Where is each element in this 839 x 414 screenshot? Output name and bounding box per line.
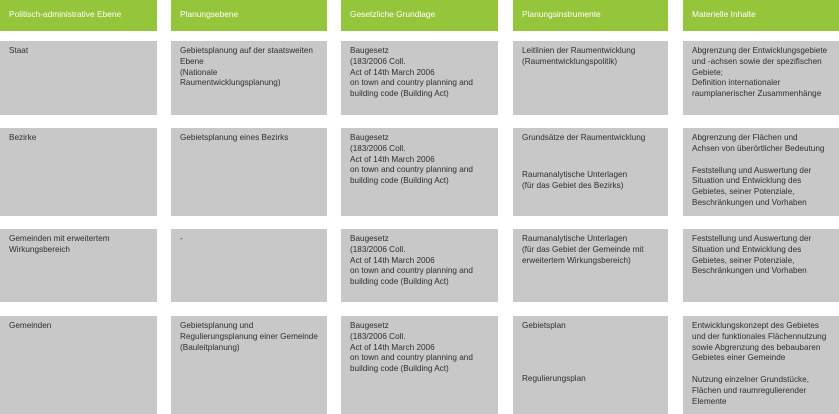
header-planungsebene: Planungsebene <box>171 0 327 31</box>
header-instrumente: Planungsinstrumente <box>513 0 668 31</box>
instrument-leitlinien: Leitlinien der Raumentwicklung (Raumentwicklungspolitik) <box>522 46 636 66</box>
row-gemeinden-erweitert-ebene: Gemeinden mit erweitertem Wirkungsbereich <box>0 229 157 302</box>
row-bezirke-planungsebene: Gebietsplanung eines Bezirks <box>171 128 327 216</box>
row-gemeinden-erweitert-instrumente <box>513 229 668 302</box>
inhalt-abgrenzung-entwicklungsgebiete: Abgrenzung der Entwicklungsgebiete und -achsen sowie der spezifischen Gebiete; Definition internationaler raumplanerischer Zusammenhänge <box>692 46 828 99</box>
row-staat-instrumente <box>513 41 668 115</box>
row-gemeinden-inhalte <box>683 316 839 414</box>
row-bezirke-instrumente <box>513 128 668 216</box>
instrument-gebietsplan: Gebietsplan <box>522 321 566 330</box>
instrument-raumanalytische-unterlagen: Raumanalytische Unterlagen (für das Gebiet der Gemeinde mit erweitertem Wirkungsbereich) <box>522 234 644 265</box>
row-staat-planungsebene: Gebietsplanung auf der staatsweiten Ebene (Nationale Raumentwicklungsplanung) <box>171 41 327 115</box>
header-inhalte: Materielle Inhalte <box>683 0 839 31</box>
row-gemeinden-planungsebene: Gebietsplanung und Regulierungsplanung einer Gemeinde (Bauleitplanung) <box>171 316 327 414</box>
row-gemeinden-erweitert-inhalte <box>683 229 839 302</box>
row-gemeinden-grundlage: Baugesetz (183/2006 Coll. Act of 14th March 2006 on town and country planning and building code (Building Act) <box>341 316 498 414</box>
instrument-grundsaetze: Grundsätze der Raumentwicklung <box>522 133 646 142</box>
row-staat-inhalte <box>683 41 839 115</box>
inhalt-feststellung: Feststellung und Auswertung der Situation und Entwicklung des Gebietes, seiner Potenziale, Beschränkungen und Vorhaben <box>692 234 812 276</box>
row-staat-grundlage: Baugesetz (183/2006 Coll. Act of 14th March 2006 on town and country planning and building code (Building Act) <box>341 41 498 115</box>
row-gemeinden-erweitert-planungsebene: - <box>171 229 327 302</box>
inhalt-entwicklungskonzept: Entwicklungskonzept des Gebietes und der funktionales Flächennutzung sowie Abgrenzung des bebaubaren Gebietes einer Gemeinde <box>692 321 827 363</box>
header-ebene: Politisch-administrative Ebene <box>0 0 157 31</box>
row-gemeinden-instrumente <box>513 316 668 414</box>
row-bezirke-ebene: Bezirke <box>0 128 157 216</box>
inhalt-nutzung-grundstuecke: Nutzung einzelner Grundstücke, Flächen und raumregulierender Elemente <box>692 375 809 406</box>
row-bezirke-grundlage: Baugesetz (183/2006 Coll. Act of 14th March 2006 on town and country planning and building code (Building Act) <box>341 128 498 216</box>
header-grundlage: Gesetzliche Grundlage <box>341 0 498 31</box>
row-gemeinden-erweitert-grundlage: Baugesetz (183/2006 Coll. Act of 14th March 2006 on town and country planning and building code (Building Act) <box>341 229 498 302</box>
row-staat-ebene: Staat <box>0 41 157 115</box>
inhalt-abgrenzung-flaechen: Abgrenzung der Flächen und Achsen von überörtlicher Bedeutung <box>692 133 825 153</box>
instrument-raumanalytische-unterlagen: Raumanalytische Unterlagen (für das Gebiet des Bezirks) <box>522 169 628 190</box>
row-gemeinden-ebene: Gemeinden <box>0 316 157 414</box>
instrument-regulierungsplan: Regulierungsplan <box>522 373 586 383</box>
row-bezirke-inhalte <box>683 128 839 216</box>
inhalt-feststellung: Feststellung und Auswertung der Situation und Entwicklung des Gebietes, seiner Potenziale, Beschränkungen und Vorhaben <box>692 165 812 208</box>
